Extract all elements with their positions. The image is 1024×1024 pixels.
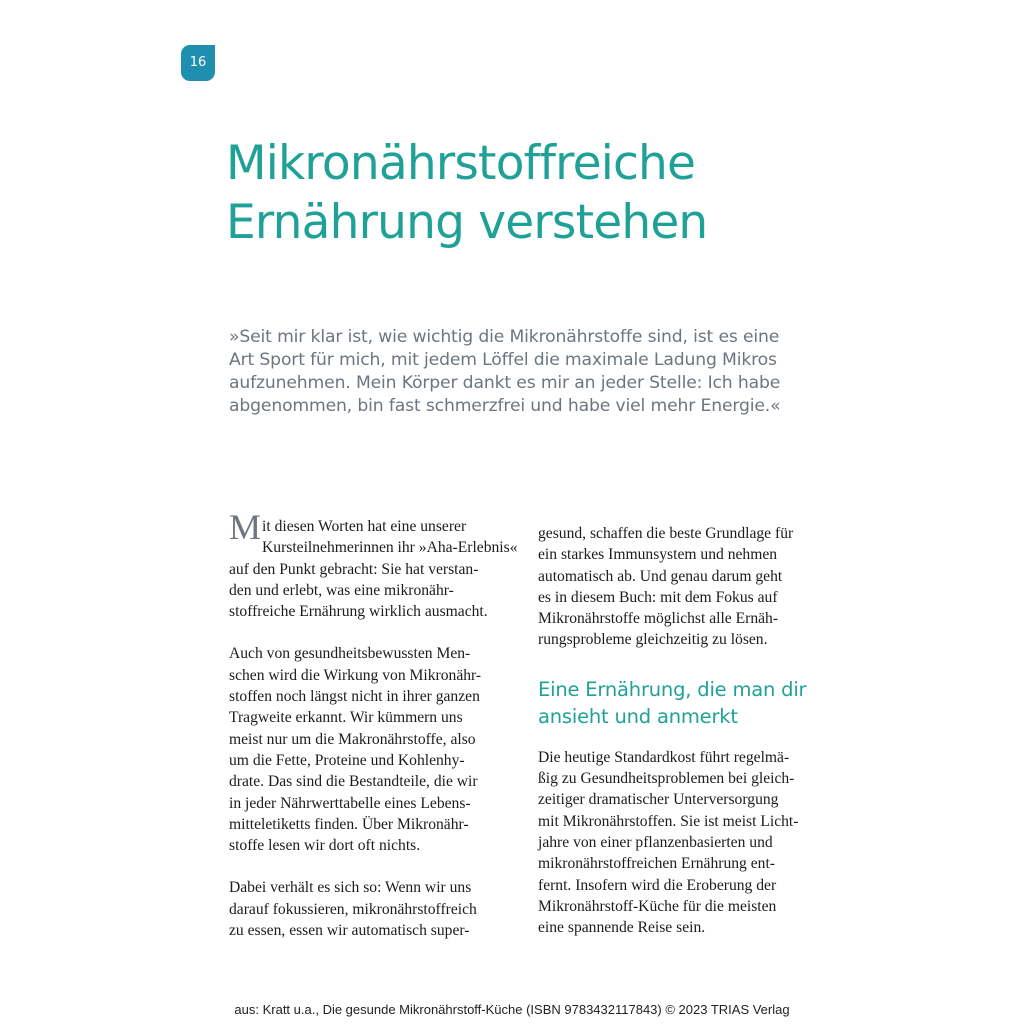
text-line: zeitiger dramatischer Unterversorgung <box>538 791 779 809</box>
text-line: auf den Punkt gebracht: Sie hat verstan- <box>229 560 479 578</box>
section-heading <box>538 676 838 730</box>
text-line: Kursteilnehmerinnen ihr »Aha-Erlebnis« <box>262 539 518 557</box>
text-line: in jeder Nährwerttabelle eines Lebens- <box>229 794 471 812</box>
text-line: mikronährstoffreichen Ernährung ent- <box>538 855 775 873</box>
text-line: ßig zu Gesundheitsproblemen bei gleich- <box>538 770 795 788</box>
quote-line: Art Sport für mich, mit jedem Löffel die maximale Ladung Mikros <box>229 350 777 370</box>
body-paragraph <box>229 877 529 941</box>
text-line: it diesen Worten hat eine unserer <box>262 518 467 535</box>
text-line: darauf fokussieren, mikronährstoffreich <box>229 900 477 918</box>
text-line: Mikronährstoff-Küche für die meisten <box>538 897 777 915</box>
text-line: mit Mikronährstoffen. Sie ist meist Licht- <box>538 812 799 830</box>
drop-cap: M <box>229 507 262 547</box>
quote-line: »Seit mir klar ist, wie wichtig die Mikronährstoffe sind, ist es eine <box>229 327 780 347</box>
text-line: schen wird die Wirkung von Mikronähr- <box>229 666 482 684</box>
text-line: rungsprobleme gleichzeitig zu lösen. <box>538 631 768 649</box>
right-column <box>538 523 838 938</box>
text-line: stoffreiche Ernährung wirklich ausmacht. <box>229 603 488 621</box>
page-number-badge: 16 <box>181 45 215 81</box>
text-line: stoffe lesen wir dort oft nichts. <box>229 837 421 855</box>
body-paragraph <box>538 747 838 939</box>
left-column <box>229 507 529 941</box>
text-line: fernt. Insofern wird die Eroberung der <box>538 876 777 894</box>
body-paragraph <box>538 523 838 651</box>
text-line: den und erlebt, was eine mikronähr- <box>229 581 454 599</box>
page-title <box>226 134 866 252</box>
text-line: stoffen noch längst nicht in ihrer ganzen <box>229 688 480 706</box>
source-footer: aus: Kratt u.a., Die gesunde Mikronährstoff-Küche (ISBN 9783432117843) © 2023 TRIAS Verlag <box>234 1002 790 1017</box>
text-line: Tragweite erkannt. Wir kümmern uns <box>229 709 463 727</box>
heading-line: ansieht und anmerkt <box>538 704 738 728</box>
text-line: Auch von gesundheitsbewussten Men- <box>229 645 471 663</box>
text-line: eine spannende Reise sein. <box>538 919 706 937</box>
text-line: drate. Das sind die Bestandteile, die wir <box>229 773 478 791</box>
text-line: es in diesem Buch: mit dem Fokus auf <box>538 588 778 606</box>
text-line: um die Fette, Proteine und Kohlenhy- <box>229 751 465 769</box>
quote-line: aufzunehmen. Mein Körper dankt es mir an jeder Stelle: Ich habe <box>229 373 781 393</box>
text-line: meist nur um die Makronährstoffe, also <box>229 730 476 748</box>
text-line: jahre von einer pflanzenbasierten und <box>538 833 773 851</box>
text-line: ein starkes Immunsystem und nehmen <box>538 546 778 564</box>
pull-quote <box>229 326 829 418</box>
body-paragraph <box>229 643 529 856</box>
text-line: gesund, schaffen die beste Grundlage für <box>538 525 794 542</box>
text-line: automatisch ab. Und genau darum geht <box>538 567 783 585</box>
text-line: mitteletiketts finden. Über Mikronähr- <box>229 815 469 833</box>
title-line: Mikronährstoffreiche <box>226 136 696 191</box>
quote-line: abgenommen, bin fast schmerzfrei und habe viel mehr Energie.« <box>229 396 781 416</box>
heading-line: Eine Ernährung, die man dir <box>538 677 807 701</box>
title-line: Ernährung verstehen <box>226 195 708 250</box>
text-line: Dabei verhält es sich so: Wenn wir uns <box>229 879 472 897</box>
text-line: Die heutige Standardkost führt regelmä- <box>538 748 790 766</box>
intro-paragraph <box>229 507 529 622</box>
text-line: zu essen, essen wir automatisch super- <box>229 922 470 940</box>
text-line: Mikronährstoffe möglichst alle Ernäh- <box>538 610 779 628</box>
